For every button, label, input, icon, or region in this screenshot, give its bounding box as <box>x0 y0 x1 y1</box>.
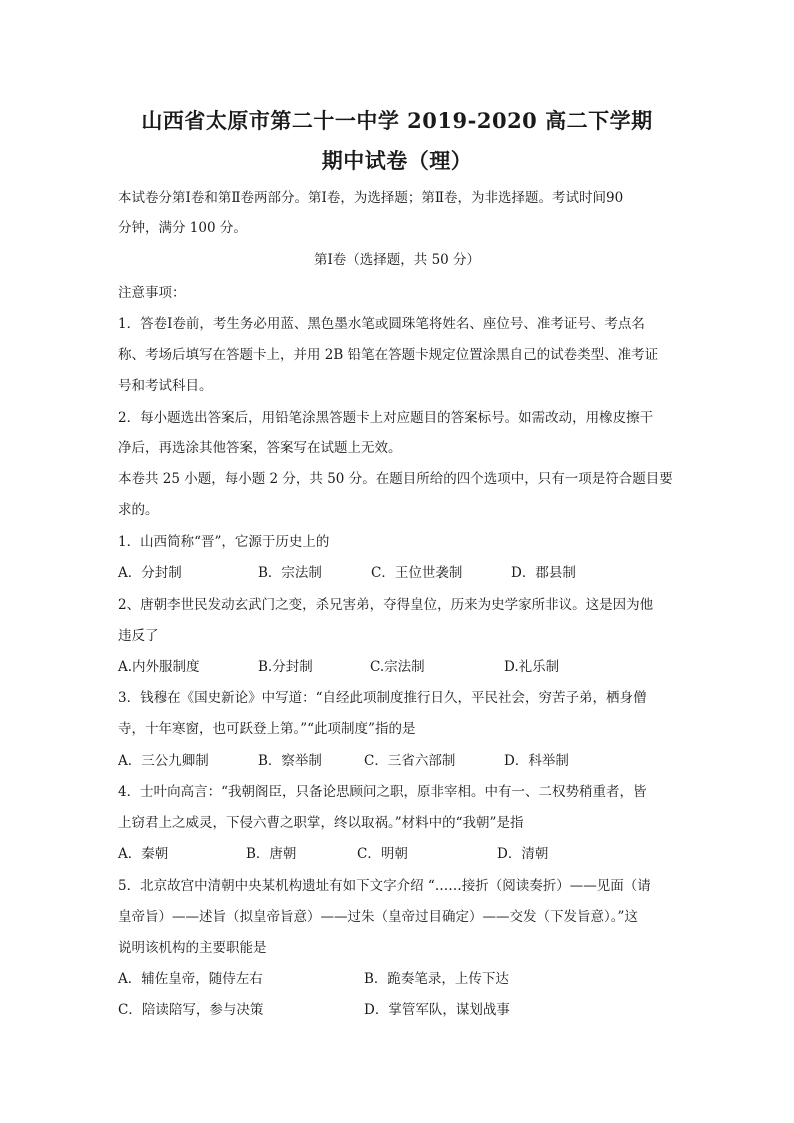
question-5-stem: 说明该机构的主要职能是 <box>118 940 267 956</box>
notice-line: 称、考场后填写在答题卡上，并用 2B 铅笔在答题卡规定位置涂黑自己的试卷类型、准考证 <box>118 347 659 363</box>
question-1-option-c: C．王位世袭制 <box>371 565 463 581</box>
instruction-line: 本卷共 25 小题，每小题 2 分，共 50 分。在题目所给的四个选项中，只有一项是符合题目要 <box>118 471 673 487</box>
question-5-option-d: D．掌管军队，谋划战事 <box>364 1002 510 1018</box>
notice-line: 净后，再选涂其他答案，答案写在试题上无效。 <box>118 440 402 456</box>
question-4-option-c: C．明朝 <box>357 846 408 862</box>
intro-line: 本试卷分第Ⅰ卷和第Ⅱ卷两部分。第Ⅰ卷，为选择题；第Ⅱ卷，为非选择题。考试时间90 <box>118 190 624 206</box>
question-2-option-c: C.宗法制 <box>370 659 425 675</box>
section-title: 第Ⅰ卷（选择题，共 50 分） <box>313 252 481 268</box>
question-5-option-b: B．跪奏笔录，上传下达 <box>364 971 509 987</box>
question-2-option-b: B.分封制 <box>258 659 313 675</box>
question-1-option-d: D．郡县制 <box>511 565 576 581</box>
intro-line: 分钟，满分 100 分。 <box>118 220 247 236</box>
notice-heading: 注意事项： <box>118 285 186 301</box>
question-2-stem: 2、唐朝李世民发动玄武门之变，杀兄害弟，夺得皇位，历来为史学家所非议。这是因为他 <box>118 597 654 613</box>
notice-line: 2．每小题选出答案后，用铅笔涂黑答题卡上对应题目的答案标号。如需改动，用橡皮擦干 <box>118 410 654 426</box>
question-1-stem: 1．山西简称“晋”，它源于历史上的 <box>118 534 330 550</box>
question-3-stem: 3．钱穆在《国史新论》中写道：“自经此项制度推行日久，平民社会，穷苦子弟，栖身僧 <box>118 690 647 706</box>
question-5-option-a: A．辅佐皇帝，随侍左右 <box>118 971 263 987</box>
question-1-option-b: B．宗法制 <box>258 565 322 581</box>
question-5-option-c: C．陪读陪写，参与决策 <box>118 1002 264 1018</box>
notice-line: 1．答卷Ⅰ卷前，考生务必用蓝、黑色墨水笔或圆珠笔将姓名、座位号、准考证号、考点名 <box>118 316 645 332</box>
question-5-stem: 皇帝旨）——述旨（拟皇帝旨意）——过朱（皇帝过目确定）——交发（下发旨意）。”这 <box>118 909 638 925</box>
question-3-option-b: B．察举制 <box>258 753 322 769</box>
notice-line: 号和考试科目。 <box>118 378 213 394</box>
question-5-stem: 5．北京故宫中清朝中央某机构遗址有如下文字介绍 “……接折（阅读奏折）——见面（请 <box>118 878 651 894</box>
question-3-option-d: D．科举制 <box>504 753 569 769</box>
question-3-option-c: C．三省六部制 <box>364 753 456 769</box>
question-4-stem: 4．士叶向高言：“我朝阁臣，只备论思顾问之职，原非宰相。中有一、二权势稍重者，皆 <box>118 784 647 800</box>
question-3-option-a: A．三公九卿制 <box>118 753 209 769</box>
question-3-stem: 寺，十年寒窗，也可跃登上第。”“此项制度”指的是 <box>118 721 416 737</box>
question-4-option-b: B．唐朝 <box>246 846 297 862</box>
question-4-option-d: D．清朝 <box>497 846 549 862</box>
question-1-option-a: A．分封制 <box>118 565 182 581</box>
question-4-stem: 上窃君上之威灵，下侵六曹之职掌，终以取祸。”材料中的“我朝”是指 <box>118 815 524 831</box>
exam-title-line2: 期中试卷（理） <box>321 148 473 173</box>
question-4-option-a: A．秦朝 <box>118 846 169 862</box>
question-2-stem: 违反了 <box>118 628 159 644</box>
exam-title-line1: 山西省太原市第二十一中学 2019-2020 高二下学期 <box>141 108 653 133</box>
question-2-option-d: D.礼乐制 <box>504 659 560 675</box>
instruction-line: 求的。 <box>118 502 159 518</box>
question-2-option-a: A.内外服制度 <box>118 659 200 675</box>
